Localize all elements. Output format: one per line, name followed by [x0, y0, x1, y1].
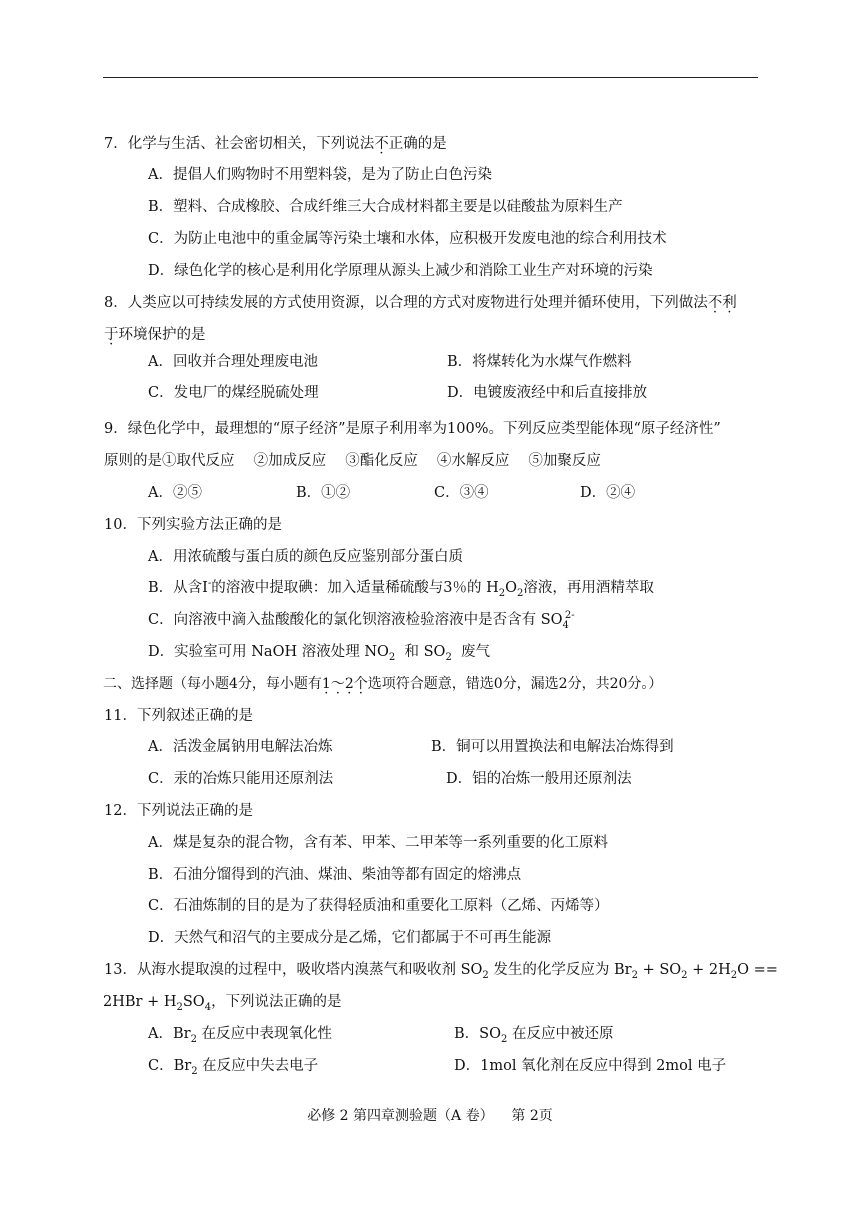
- q7-option-a: A．提倡人们购物时不用塑料袋，是为了防止白色污染: [148, 167, 492, 183]
- section-heading: 二、选择题（每小题4分，每小题有1 ·～ ·2 ·个选项符合题意，错选0分，漏选2分，共20分。）: [103, 674, 662, 694]
- q7-stem: 7．化学与生活、社会密切相关，下列说法不正确的是: [104, 136, 447, 152]
- q7-option-c: C．为防止电池中的重金属等污染土壤和水体，应积极开发废电池的综合利用技术: [148, 231, 667, 247]
- q9-option-a: A．②⑤: [148, 485, 202, 501]
- q9-option-d: D．②④: [580, 485, 636, 501]
- q10-option-a: A．用浓硫酸与蛋白质的颜色反应鉴别部分蛋白质: [148, 549, 463, 565]
- emphasis-mark: 不: [374, 136, 389, 152]
- q8-stem-line1: 8．人类应以可持续发展的方式使用资源，以合理的方式对废物进行处理并循环使用，下列做法不利: [104, 295, 737, 311]
- q13-option-a: A．$Br_2$ 在反应中表现氧化性: [148, 1026, 333, 1045]
- page-number: 第 2页: [511, 1108, 553, 1124]
- q10-stem: 10．下列实验方法正确的是: [104, 517, 282, 533]
- q7-option-d: D．绿色化学的核心是利用化学原理从源头上减少和消除工业生产对环境的污染: [148, 263, 653, 279]
- q9-option-b: B．①②: [296, 485, 351, 501]
- q11-option-d: D．铝的冶炼一般用还原剂法: [446, 771, 632, 787]
- q9-stem-line1: 9．绿色化学中，最理想的“原子经济”是原子利用率为100%。下列反应类型能体现“原子经济性”: [104, 421, 721, 437]
- q9-option-c: C．③④: [434, 485, 489, 501]
- header-rule: [103, 77, 758, 78]
- q12-stem: 12．下列说法正确的是: [104, 803, 253, 819]
- q8-stem-line2: 于环境保护的是: [104, 327, 206, 343]
- q8-option-c: C．发电厂的煤经脱硫处理: [148, 385, 319, 401]
- q13-option-c: C．$Br_2$ 在反应中失去电子: [148, 1058, 319, 1077]
- page-footer: [0, 1105, 860, 1125]
- q13-option-d: D．1mol 氧化剂在反应中得到 2mol 电子: [454, 1058, 727, 1074]
- q11-option-c: C．汞的冶炼只能用还原剂法: [148, 771, 334, 787]
- q7-option-b: B．塑料、合成橡胶、合成纤维三大合成材料都主要是以硅酸盐为原料生产: [148, 199, 623, 215]
- q13-stem-line2: $2HBr + H_2SO_4$，下列说法正确的是: [103, 994, 342, 1013]
- q12-option-a: A．煤是复杂的混合物，含有苯、甲苯、二甲苯等一系列重要的化工原料: [148, 835, 608, 851]
- q12-option-b: B．石油分馏得到的汽油、煤油、柴油等都有固定的熔沸点: [148, 867, 522, 883]
- q11-option-b: B．铜可以用置换法和电解法冶炼得到: [431, 739, 674, 755]
- q8-option-a: A．回收并合理处理废电池: [148, 354, 318, 370]
- q9-stem-line2: 原则的是①取代反应 ②加成反应 ③酯化反应 ④水解反应 ⑤加聚反应: [104, 453, 601, 469]
- q10-option-b: B．从含I-的溶液中提取碘：加入适量稀硫酸与3％的 $H_2O_2$溶液，再用酒精萃取: [148, 578, 654, 599]
- q12-option-c: C．石油炼制的目的是为了获得轻质油和重要化工原料（乙烯、丙烯等）: [148, 898, 609, 914]
- q11-stem: 11．下列叙述正确的是: [104, 708, 253, 724]
- q8-option-d: D．电镀废液经中和后直接排放: [447, 385, 648, 401]
- q10-option-c: C．向溶液中滴入盐酸酸化的氯化钡溶液检验溶液中是否含有 $SO_4^{2-}$: [148, 610, 575, 631]
- q13-stem-line1: 13．从海水提取溴的过程中，吸收塔内溴蒸气和吸收剂 $SO_2$ 发生的化学反应为 $Br_2 + SO_2 + 2H_2O$ ==: [104, 962, 778, 981]
- q12-option-d: D．天然气和沼气的主要成分是乙烯，它们都属于不可再生能源: [148, 930, 552, 946]
- q10-option-d: D．实验室可用 NaOH 溶液处理 $NO_2$ 和 $SO_2$ 废气: [148, 644, 491, 663]
- q8-option-b: B．将煤转化为水煤气作燃料: [447, 354, 632, 370]
- footer-title: 必修 2 第四章测验题（A 卷）: [307, 1108, 494, 1124]
- q11-option-a: A．活泼金属钠用电解法冶炼: [148, 739, 333, 755]
- q13-option-b: B．$SO_2$ 在反应中被还原: [454, 1026, 614, 1045]
